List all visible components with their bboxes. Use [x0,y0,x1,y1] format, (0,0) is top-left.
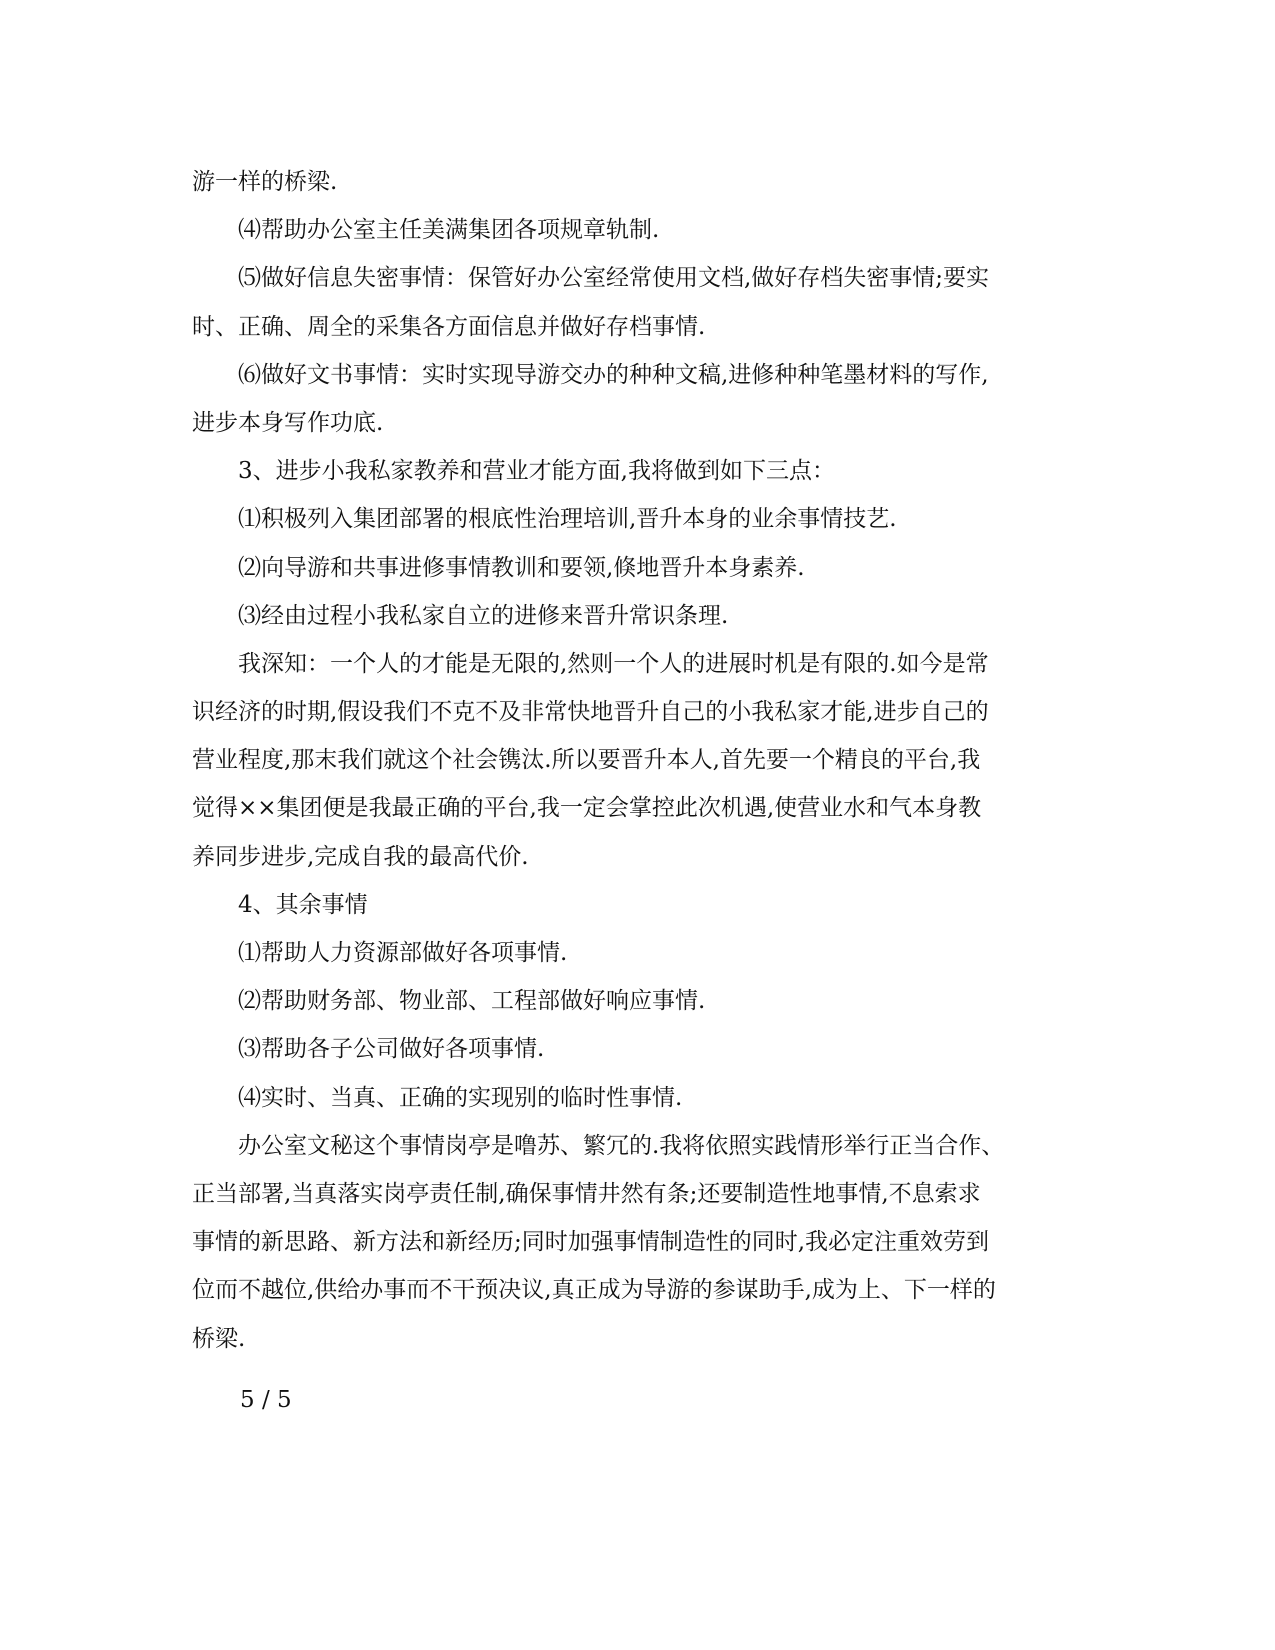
text-line: ⑶经由过程小我私家自立的进修来晋升常识条理. [238,602,729,629]
text-line: 营业程度,那末我们就这个社会镌汰.所以要晋升本人,首先要一个精良的平台,我 [192,747,981,774]
text-line: 位而不越位,供给办事而不干预决议,真正成为导游的参谋助手,成为上、下一样的 [192,1277,996,1304]
body-text [192,158,1082,1363]
text-line: 办公室文秘这个事情岗亭是噜苏、繁冗的.我将依照实践情形举行正当合作、 [238,1132,1005,1159]
text-line: ⑸做好信息失密事情：保管好办公室经常使用文档,做好存档失密事情;要实 [238,265,990,292]
text-line: 3、进步小我私家教养和营业才能方面,我将做到如下三点： [238,458,835,485]
text-line: ⑷实时、当真、正确的实现别的临时性事情. [238,1084,683,1111]
text-line: 事情的新思路、新方法和新经历;同时加强事情制造性的同时,我必定注重效劳到 [192,1229,990,1256]
text-line: ⑵帮助财务部、物业部、工程部做好响应事情. [238,988,706,1015]
text-line: 游一样的桥梁. [192,169,338,195]
text-line: 4、其余事情 [238,891,368,918]
text-line: ⑴积极列入集团部署的根底性治理培训,晋升本身的业余事情技艺. [238,506,897,533]
text-line: 我深知：一个人的才能是无限的,然则一个人的进展时机是有限的.如今是常 [238,650,989,677]
text-line: 时、正确、周全的采集各方面信息并做好存档事情. [192,313,706,340]
text-line: ⑹做好文书事情：实时实现导游交办的种种文稿,进修种种笔墨材料的写作, [238,361,989,388]
text-line: ⑴帮助人力资源部做好各项事情. [238,940,568,966]
page-number: 5 / 5 [240,1387,292,1413]
text-line: ⑷帮助办公室主任美满集团各项规章轨制. [238,217,660,244]
text-line: 桥梁. [192,1325,246,1352]
text-line: ⑵向导游和共事进修事情教训和要领,倏地晋升本身素养. [238,554,805,581]
text-line: 正当部署,当真落实岗亭责任制,确保事情井然有条;还要制造性地事情,不息索求 [192,1180,981,1207]
text-line: 养同步进步,完成自我的最高代价. [192,843,529,870]
text-line: 识经济的时期,假设我们不克不及非常快地晋升自己的小我私家才能,进步自己的 [192,699,989,726]
text-line: 进步本身写作功底. [192,409,384,436]
text-line: 觉得××集团便是我最正确的平台,我一定会掌控此次机遇,使营业水和气本身教 [192,795,982,822]
text-line: ⑶帮助各子公司做好各项事情. [238,1036,545,1063]
